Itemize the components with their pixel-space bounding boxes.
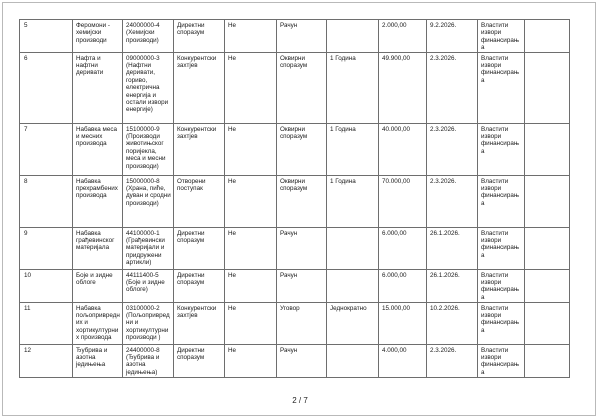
planned-date: 2.3.2026. [427,175,478,227]
item-name: Набавка прехрамбених производа [73,175,123,227]
period: 1 Година [327,52,379,123]
estimated-value: 4.000,00 [379,344,427,377]
funding-source: Властити извори финансирања [478,175,525,227]
period: Једнократно [327,302,379,344]
planned-date: 26.1.2026. [427,227,478,269]
flag: Не [225,20,277,53]
extra [525,52,570,123]
item-name: Боје и зидне облоге [73,269,123,302]
procedure-type: Отворени поступак [174,175,225,227]
period [327,20,379,53]
extra [525,227,570,269]
row-number: 8 [20,175,73,227]
item-name: Набавка грађевинског материјала [73,227,123,269]
flag: Не [225,123,277,175]
extra [525,302,570,344]
cpv-code: 44111400-5 (Боје и зидне облоге) [123,269,174,302]
flag: Не [225,269,277,302]
estimated-value: 40.000,00 [379,123,427,175]
row-number: 9 [20,227,73,269]
page-number: 2 / 7 [292,396,308,405]
period [327,344,379,377]
extra [525,123,570,175]
contract-type: Рачун [277,227,327,269]
contract-type: Оквирни споразум [277,123,327,175]
contract-type: Рачун [277,269,327,302]
table-row [20,20,570,53]
table-row [20,227,570,269]
estimated-value: 70.000,00 [379,175,427,227]
item-name: Нафта и нафтни деривати [73,52,123,123]
flag: Не [225,227,277,269]
row-number: 6 [20,52,73,123]
item-name: Ђубрива и азотна једињења [73,344,123,377]
cpv-code: 44100000-1 (Грађевински материјали и придружени артикли) [123,227,174,269]
procedure-type: Директни споразум [174,227,225,269]
estimated-value: 49.900,00 [379,52,427,123]
procedure-type: Директни споразум [174,344,225,377]
estimated-value: 15.000,00 [379,302,427,344]
planned-date: 2.3.2026. [427,123,478,175]
estimated-value: 6.000,00 [379,269,427,302]
table-row [20,302,570,344]
period: 1 Година [327,175,379,227]
item-name: Феромони - хемијски производи [73,20,123,53]
table-row [20,344,570,377]
planned-date: 2.3.2026. [427,344,478,377]
extra [525,344,570,377]
extra [525,175,570,227]
contract-type: Рачун [277,344,327,377]
period [327,227,379,269]
flag: Не [225,302,277,344]
planned-date: 26.1.2026. [427,269,478,302]
table-row [20,52,570,123]
planned-date: 2.3.2026. [427,52,478,123]
planned-date: 10.2.2026. [427,302,478,344]
contract-type: Рачун [277,20,327,53]
procedure-type: Конкурентски захтјев [174,52,225,123]
cpv-code: 15000000-8 (Храна, пиће, дуван и сродни производи) [123,175,174,227]
cpv-code: 15100000-9 (Производи животињског поријекла, меса и месни производи) [123,123,174,175]
period: 1 Година [327,123,379,175]
flag: Не [225,52,277,123]
funding-source: Властити извори финансирања [478,20,525,53]
item-name: Набавка меса и месних производа [73,123,123,175]
funding-source: Властити извори финансирања [478,52,525,123]
procedure-type: Конкурентски захтјев [174,302,225,344]
funding-source: Властити извори финансирања [478,123,525,175]
table-row [20,269,570,302]
funding-source: Властити извори финансирања [478,344,525,377]
flag: Не [225,344,277,377]
cpv-code: 03100000-2 (Пољопривредни и хортикултурни производи ) [123,302,174,344]
procurement-table [19,19,570,378]
cpv-code: 24400000-8 (Ђубрива и азотна једињења) [123,344,174,377]
procedure-type: Конкурентски захтјев [174,123,225,175]
contract-type: Оквирни споразум [277,175,327,227]
row-number: 10 [20,269,73,302]
contract-type: Оквирни споразум [277,52,327,123]
procedure-type: Директни споразум [174,269,225,302]
row-number: 11 [20,302,73,344]
table-row [20,175,570,227]
contract-type: Уговор [277,302,327,344]
period [327,269,379,302]
row-number: 5 [20,20,73,53]
table-row [20,123,570,175]
row-number: 12 [20,344,73,377]
procedure-type: Директни споразум [174,20,225,53]
cpv-code: 24000000-4 (Хемијски производи) [123,20,174,53]
cpv-code: 09000000-3 (Нафтни деривати, гориво, електрична енергија и остали извори енергије) [123,52,174,123]
item-name: Набавка пољопривредних и хортикултурних производа [73,302,123,344]
planned-date: 9.2.2026. [427,20,478,53]
funding-source: Властити извори финансирања [478,269,525,302]
flag: Не [225,175,277,227]
extra [525,20,570,53]
estimated-value: 2.000,00 [379,20,427,53]
extra [525,269,570,302]
row-number: 7 [20,123,73,175]
funding-source: Властити извори финансирања [478,302,525,344]
estimated-value: 6.000,00 [379,227,427,269]
funding-source: Властити извори финансирања [478,227,525,269]
